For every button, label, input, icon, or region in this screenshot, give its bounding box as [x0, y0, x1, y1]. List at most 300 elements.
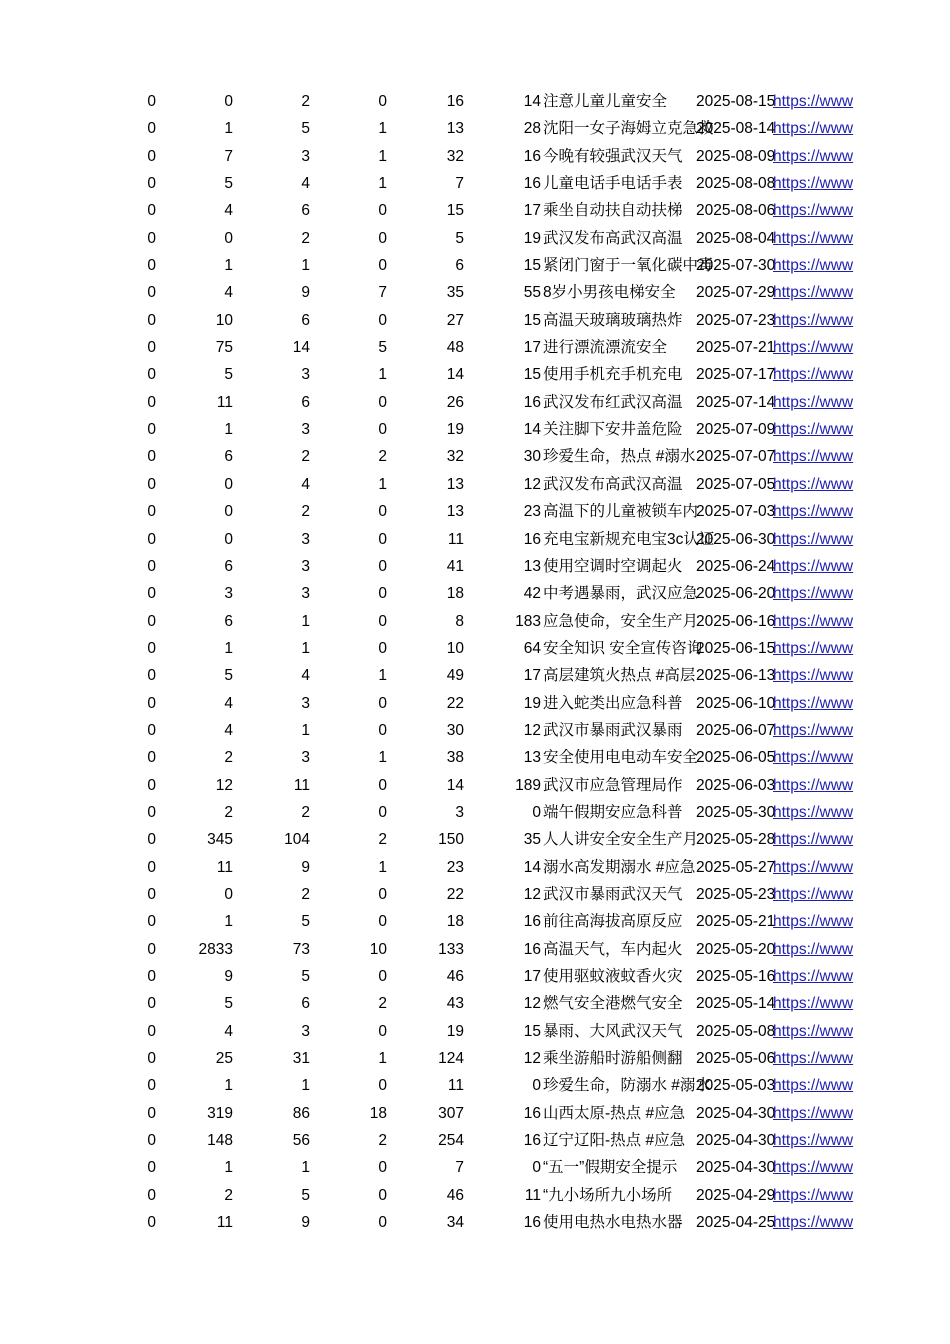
- col-d-cell: 0: [378, 803, 387, 821]
- date-cell: 2025-07-14: [696, 393, 776, 411]
- title-cell: 高温下的儿童被锁车内: [543, 503, 699, 521]
- col-a-cell: 0: [147, 530, 156, 548]
- date-cell: 2025-04-30: [696, 1132, 776, 1150]
- col-c-cell: 3: [301, 585, 310, 603]
- col-c-cell: 73: [292, 940, 310, 958]
- col-c-cell: 6: [301, 202, 310, 220]
- title-cell: 高温天气，车内起火: [543, 940, 683, 958]
- link-cell[interactable]: https://www: [773, 940, 854, 958]
- col-d-cell: 0: [378, 913, 387, 931]
- col-e-cell: 13: [446, 503, 464, 521]
- link-cell[interactable]: https://www: [773, 366, 854, 384]
- col-a-cell: 0: [147, 311, 156, 329]
- link-cell[interactable]: https://www: [773, 721, 854, 739]
- col-f-cell: 64: [523, 639, 541, 657]
- link-cell[interactable]: https://www: [773, 339, 854, 357]
- col-d-cell: 0: [378, 1186, 387, 1204]
- table-row: [0, 471, 950, 498]
- date-cell: 2025-05-23: [696, 885, 776, 903]
- col-e-cell: 22: [446, 885, 464, 903]
- title-cell: 使用空调时空调起火: [543, 557, 683, 575]
- col-a-cell: 0: [147, 585, 156, 603]
- date-cell: 2025-05-06: [696, 1050, 776, 1068]
- col-d-cell: 0: [378, 557, 387, 575]
- col-d-cell: 0: [378, 311, 387, 329]
- col-f-cell: 15: [523, 1022, 541, 1040]
- col-e-cell: 26: [446, 393, 464, 411]
- col-e-cell: 35: [446, 284, 464, 302]
- col-f-cell: 28: [523, 120, 541, 138]
- col-d-cell: 0: [378, 1022, 387, 1040]
- link-cell[interactable]: https://www: [773, 1186, 854, 1204]
- col-b-cell: 11: [216, 393, 233, 411]
- title-cell: “五一”假期安全提示: [543, 1159, 678, 1177]
- col-d-cell: 0: [378, 530, 387, 548]
- col-c-cell: 1: [301, 639, 310, 657]
- col-b-cell: 4: [224, 694, 233, 712]
- date-cell: 2025-06-15: [696, 639, 776, 657]
- col-f-cell: 35: [523, 831, 541, 849]
- col-f-cell: 183: [515, 612, 541, 630]
- col-e-cell: 7: [455, 175, 464, 193]
- col-e-cell: 38: [446, 749, 464, 767]
- link-cell[interactable]: https://www: [773, 667, 854, 685]
- date-cell: 2025-08-06: [696, 202, 776, 220]
- col-e-cell: 14: [446, 776, 464, 794]
- col-a-cell: 0: [147, 229, 156, 247]
- col-a-cell: 0: [147, 995, 156, 1013]
- date-cell: 2025-06-03: [696, 776, 776, 794]
- col-b-cell: 2: [224, 1186, 233, 1204]
- title-cell: 珍爱生命，热点 #溺水: [543, 448, 696, 466]
- col-a-cell: 0: [147, 612, 156, 630]
- col-f-cell: 0: [532, 1159, 541, 1177]
- col-b-cell: 4: [224, 202, 233, 220]
- col-f-cell: 15: [523, 257, 541, 275]
- col-e-cell: 11: [447, 1077, 464, 1095]
- link-cell[interactable]: https://www: [773, 175, 854, 193]
- table-row: [0, 936, 950, 963]
- col-f-cell: 12: [523, 721, 541, 739]
- col-c-cell: 1: [301, 1077, 310, 1095]
- table-row: [0, 799, 950, 826]
- date-cell: 2025-05-21: [696, 913, 776, 931]
- link-cell[interactable]: https://www: [773, 202, 854, 220]
- table-row: [0, 1100, 950, 1127]
- date-cell: 2025-04-29: [696, 1186, 776, 1204]
- col-d-cell: 1: [378, 667, 387, 685]
- col-c-cell: 2: [301, 93, 310, 110]
- link-cell[interactable]: https://www: [773, 585, 854, 603]
- col-d-cell: 0: [378, 393, 387, 411]
- col-b-cell: 75: [215, 339, 233, 357]
- col-f-cell: 16: [523, 175, 541, 193]
- col-c-cell: 3: [301, 421, 310, 439]
- title-cell: 今晚有较强武汉天气: [543, 147, 683, 165]
- col-e-cell: 32: [446, 448, 464, 466]
- date-cell: 2025-08-15: [696, 93, 776, 110]
- date-cell: 2025-07-05: [696, 475, 776, 493]
- table-row: [0, 1072, 950, 1099]
- col-c-cell: 86: [292, 1104, 310, 1122]
- col-d-cell: 10: [369, 940, 387, 958]
- col-c-cell: 1: [301, 721, 310, 739]
- col-a-cell: 0: [147, 1050, 156, 1068]
- col-a-cell: 0: [147, 639, 156, 657]
- col-f-cell: 55: [523, 284, 541, 302]
- col-a-cell: 0: [147, 366, 156, 384]
- table-row: [0, 334, 950, 361]
- col-a-cell: 0: [147, 475, 156, 493]
- title-cell: 武汉市暴雨武汉暴雨: [543, 721, 683, 739]
- col-f-cell: 13: [523, 557, 541, 575]
- col-c-cell: 56: [292, 1132, 310, 1150]
- link-cell[interactable]: https://www: [773, 913, 854, 931]
- col-a-cell: 0: [147, 694, 156, 712]
- table-row: [0, 690, 950, 717]
- link-cell[interactable]: https://www: [773, 120, 854, 138]
- link-cell[interactable]: https://www: [773, 475, 854, 493]
- link-cell[interactable]: https://www: [773, 557, 854, 575]
- col-c-cell: 2: [301, 803, 310, 821]
- link-cell[interactable]: https://www: [773, 1104, 854, 1122]
- table-row: [0, 416, 950, 443]
- col-a-cell: 0: [147, 557, 156, 575]
- title-cell: 端午假期安应急科普: [543, 803, 683, 821]
- col-e-cell: 11: [447, 530, 464, 548]
- col-d-cell: 1: [378, 147, 387, 165]
- col-b-cell: 5: [224, 366, 233, 384]
- table-row: [0, 389, 950, 416]
- link-cell[interactable]: https://www: [773, 147, 854, 165]
- col-a-cell: 0: [147, 202, 156, 220]
- date-cell: 2025-04-30: [696, 1159, 776, 1177]
- col-e-cell: 15: [446, 202, 464, 220]
- date-cell: 2025-05-20: [696, 940, 776, 958]
- link-cell[interactable]: https://www: [773, 284, 854, 302]
- col-f-cell: 19: [523, 229, 541, 247]
- title-cell: 燃气安全港燃气安全: [543, 995, 683, 1013]
- col-c-cell: 5: [301, 968, 310, 985]
- date-cell: 2025-06-07: [696, 721, 776, 739]
- link-cell[interactable]: https://www: [773, 1050, 854, 1068]
- col-b-cell: 0: [224, 93, 233, 110]
- col-d-cell: 0: [378, 612, 387, 630]
- link-cell[interactable]: https://www: [773, 776, 854, 794]
- col-c-cell: 3: [301, 530, 310, 548]
- col-f-cell: 12: [523, 885, 541, 903]
- date-cell: 2025-06-10: [696, 694, 776, 712]
- col-b-cell: 6: [224, 557, 233, 575]
- table-row: [0, 443, 950, 470]
- link-cell[interactable]: https://www: [773, 1022, 854, 1040]
- col-a-cell: 0: [147, 968, 156, 985]
- link-cell[interactable]: https://www: [773, 229, 854, 247]
- col-a-cell: 0: [147, 913, 156, 931]
- table-row: [0, 990, 950, 1017]
- link-cell[interactable]: https://www: [773, 639, 854, 657]
- col-e-cell: 48: [446, 339, 464, 357]
- col-a-cell: 0: [147, 284, 156, 302]
- link-cell[interactable]: https://www: [773, 393, 854, 411]
- col-b-cell: 2: [224, 803, 233, 821]
- col-a-cell: 0: [147, 721, 156, 739]
- link-cell[interactable]: https://www: [773, 858, 854, 876]
- col-f-cell: 14: [523, 421, 541, 439]
- col-b-cell: 5: [224, 995, 233, 1013]
- link-cell[interactable]: https://www: [773, 1159, 854, 1177]
- col-a-cell: 0: [147, 1159, 156, 1177]
- date-cell: 2025-06-24: [696, 557, 776, 575]
- col-a-cell: 0: [147, 776, 156, 794]
- title-cell: 武汉市应急管理局作: [543, 776, 683, 794]
- col-e-cell: 10: [446, 639, 464, 657]
- col-d-cell: 0: [378, 639, 387, 657]
- link-cell[interactable]: https://www: [773, 1132, 854, 1150]
- col-b-cell: 7: [224, 147, 233, 165]
- link-cell[interactable]: https://www: [773, 421, 854, 439]
- table-row: [0, 662, 950, 689]
- date-cell: 2025-05-08: [696, 1022, 776, 1040]
- col-f-cell: 16: [523, 1132, 541, 1150]
- table-row: [0, 580, 950, 607]
- table-row: [0, 1018, 950, 1045]
- link-cell[interactable]: https://www: [773, 968, 854, 985]
- date-cell: 2025-04-25: [696, 1214, 776, 1232]
- col-c-cell: 5: [301, 120, 310, 138]
- col-d-cell: 2: [378, 1132, 387, 1150]
- col-e-cell: 19: [446, 1022, 464, 1040]
- table-row: [0, 1154, 950, 1181]
- link-cell[interactable]: https://www: [773, 503, 854, 521]
- table-row: [0, 361, 950, 388]
- col-f-cell: 16: [523, 530, 541, 548]
- title-cell: 暴雨、大风武汉天气: [543, 1022, 683, 1040]
- col-d-cell: 1: [378, 366, 387, 384]
- col-e-cell: 27: [446, 311, 464, 329]
- table-row: [0, 826, 950, 853]
- col-f-cell: 30: [523, 448, 541, 466]
- date-cell: 2025-07-23: [696, 311, 776, 329]
- col-a-cell: 0: [147, 257, 156, 275]
- link-cell[interactable]: https://www: [773, 257, 854, 275]
- col-f-cell: 19: [523, 694, 541, 712]
- table-row: [0, 908, 950, 935]
- col-c-cell: 3: [301, 694, 310, 712]
- date-cell: 2025-08-14: [696, 120, 776, 138]
- table-row: [0, 115, 950, 142]
- col-c-cell: 3: [301, 1022, 310, 1040]
- date-cell: 2025-08-08: [696, 175, 776, 193]
- col-c-cell: 3: [301, 557, 310, 575]
- col-b-cell: 2833: [198, 940, 233, 958]
- col-a-cell: 0: [147, 1186, 156, 1204]
- link-cell[interactable]: https://www: [773, 612, 854, 630]
- col-b-cell: 5: [224, 175, 233, 193]
- col-e-cell: 41: [446, 557, 464, 575]
- title-cell: 乘坐游船时游船侧翻: [543, 1050, 683, 1068]
- col-b-cell: 4: [224, 284, 233, 302]
- col-b-cell: 1: [224, 421, 233, 439]
- link-cell[interactable]: https://www: [773, 749, 854, 767]
- title-cell: 中考遇暴雨，武汉应急: [543, 585, 699, 603]
- col-b-cell: 1: [224, 1159, 233, 1177]
- col-f-cell: 14: [523, 93, 541, 110]
- link-cell[interactable]: https://www: [773, 831, 854, 849]
- title-cell: 安全使用电电动车安全: [543, 749, 699, 767]
- col-f-cell: 16: [523, 147, 541, 165]
- date-cell: 2025-05-30: [696, 803, 776, 821]
- col-b-cell: 6: [224, 448, 233, 466]
- link-cell[interactable]: https://www: [773, 1214, 854, 1232]
- link-cell[interactable]: https://www: [773, 448, 854, 466]
- title-cell: 使用驱蚊液蚊香火灾: [543, 968, 683, 985]
- title-cell: 沈阳一女子海姆立克急救: [543, 120, 714, 138]
- title-cell: 充电宝新规充电宝3c认证: [543, 530, 715, 548]
- col-d-cell: 0: [378, 721, 387, 739]
- col-d-cell: 0: [378, 776, 387, 794]
- title-cell: 注意儿童儿童安全: [543, 93, 668, 110]
- col-e-cell: 3: [455, 803, 464, 821]
- table-row: [0, 307, 950, 334]
- table-row: [0, 1045, 950, 1072]
- col-c-cell: 6: [301, 995, 310, 1013]
- link-cell[interactable]: https://www: [773, 803, 854, 821]
- table-row: [0, 772, 950, 799]
- col-b-cell: 3: [224, 585, 233, 603]
- col-f-cell: 0: [532, 803, 541, 821]
- col-b-cell: 10: [215, 311, 233, 329]
- title-cell: 安全知识 安全宣传咨询: [543, 639, 703, 657]
- col-f-cell: 17: [523, 202, 541, 220]
- col-d-cell: 1: [378, 749, 387, 767]
- col-c-cell: 2: [301, 229, 310, 247]
- table-row: [0, 170, 950, 197]
- col-b-cell: 25: [215, 1050, 233, 1068]
- col-b-cell: 148: [207, 1132, 233, 1150]
- title-cell: 山西太原-热点 #应急: [543, 1104, 686, 1122]
- col-f-cell: 42: [523, 585, 541, 603]
- link-cell[interactable]: https://www: [773, 1077, 854, 1095]
- table-row: [0, 1127, 950, 1154]
- title-cell: 使用手机充手机充电: [543, 366, 683, 384]
- link-cell[interactable]: https://www: [773, 530, 854, 548]
- col-b-cell: 1: [224, 1077, 233, 1095]
- col-f-cell: 16: [523, 1104, 541, 1122]
- link-cell[interactable]: https://www: [773, 93, 854, 110]
- col-d-cell: 7: [378, 284, 387, 302]
- col-c-cell: 2: [301, 448, 310, 466]
- date-cell: 2025-07-07: [696, 448, 776, 466]
- col-a-cell: 0: [147, 448, 156, 466]
- col-e-cell: 6: [455, 257, 464, 275]
- col-c-cell: 3: [301, 366, 310, 384]
- col-b-cell: 0: [224, 475, 233, 493]
- col-a-cell: 0: [147, 339, 156, 357]
- table-row: [0, 88, 950, 115]
- col-c-cell: 6: [301, 311, 310, 329]
- col-d-cell: 1: [378, 858, 387, 876]
- col-d-cell: 0: [378, 1214, 387, 1232]
- col-d-cell: 1: [378, 120, 387, 138]
- col-f-cell: 17: [523, 667, 541, 685]
- title-cell: 进行漂流漂流安全: [543, 339, 668, 357]
- col-c-cell: 104: [284, 831, 310, 849]
- link-cell[interactable]: https://www: [773, 694, 854, 712]
- col-e-cell: 13: [446, 475, 464, 493]
- col-b-cell: 1: [224, 913, 233, 931]
- col-e-cell: 22: [446, 694, 464, 712]
- col-d-cell: 0: [378, 202, 387, 220]
- col-c-cell: 2: [301, 503, 310, 521]
- table-row: [0, 225, 950, 252]
- col-d-cell: 0: [378, 93, 387, 110]
- title-cell: 珍爱生命，防溺水 #溺水: [543, 1077, 711, 1095]
- col-e-cell: 5: [455, 229, 464, 247]
- date-cell: 2025-06-13: [696, 667, 776, 685]
- col-a-cell: 0: [147, 1214, 156, 1232]
- col-e-cell: 19: [446, 421, 464, 439]
- col-e-cell: 34: [446, 1214, 464, 1232]
- title-cell: 武汉市暴雨武汉天气: [543, 885, 683, 903]
- col-e-cell: 18: [446, 913, 464, 931]
- col-d-cell: 1: [378, 475, 387, 493]
- col-e-cell: 30: [446, 721, 464, 739]
- col-b-cell: 11: [216, 858, 233, 876]
- col-f-cell: 15: [523, 311, 541, 329]
- col-a-cell: 0: [147, 803, 156, 821]
- col-c-cell: 9: [301, 858, 310, 876]
- col-f-cell: 16: [523, 913, 541, 931]
- title-cell: 进入蛇类出应急科普: [543, 694, 683, 712]
- table-row: [0, 1209, 950, 1236]
- table-row: [0, 608, 950, 635]
- col-c-cell: 2: [301, 885, 310, 903]
- title-cell: 关注脚下安井盖危险: [543, 421, 683, 439]
- col-f-cell: 17: [523, 339, 541, 357]
- col-a-cell: 0: [147, 667, 156, 685]
- col-a-cell: 0: [147, 885, 156, 903]
- col-d-cell: 2: [378, 448, 387, 466]
- col-a-cell: 0: [147, 503, 156, 521]
- link-cell[interactable]: https://www: [773, 311, 854, 329]
- table-row: [0, 635, 950, 662]
- link-cell[interactable]: https://www: [773, 995, 854, 1013]
- table-row: [0, 498, 950, 525]
- col-c-cell: 3: [301, 749, 310, 767]
- col-a-cell: 0: [147, 120, 156, 138]
- col-f-cell: 13: [523, 749, 541, 767]
- title-cell: 应急使命，安全生产月: [543, 612, 699, 630]
- col-e-cell: 8: [455, 612, 464, 630]
- col-e-cell: 32: [446, 147, 464, 165]
- col-d-cell: 0: [378, 229, 387, 247]
- col-b-cell: 345: [207, 831, 233, 849]
- col-d-cell: 0: [378, 503, 387, 521]
- col-a-cell: 0: [147, 831, 156, 849]
- col-b-cell: 4: [224, 721, 233, 739]
- link-cell[interactable]: https://www: [773, 885, 854, 903]
- col-c-cell: 9: [301, 284, 310, 302]
- col-f-cell: 11: [524, 1186, 541, 1204]
- col-a-cell: 0: [147, 1104, 156, 1122]
- title-cell: 乘坐自动扶自动扶梯: [543, 202, 683, 220]
- date-cell: 2025-05-03: [696, 1077, 776, 1095]
- date-cell: 2025-05-27: [696, 858, 776, 876]
- date-cell: 2025-07-30: [696, 257, 776, 275]
- col-b-cell: 0: [224, 530, 233, 548]
- table-row: [0, 553, 950, 580]
